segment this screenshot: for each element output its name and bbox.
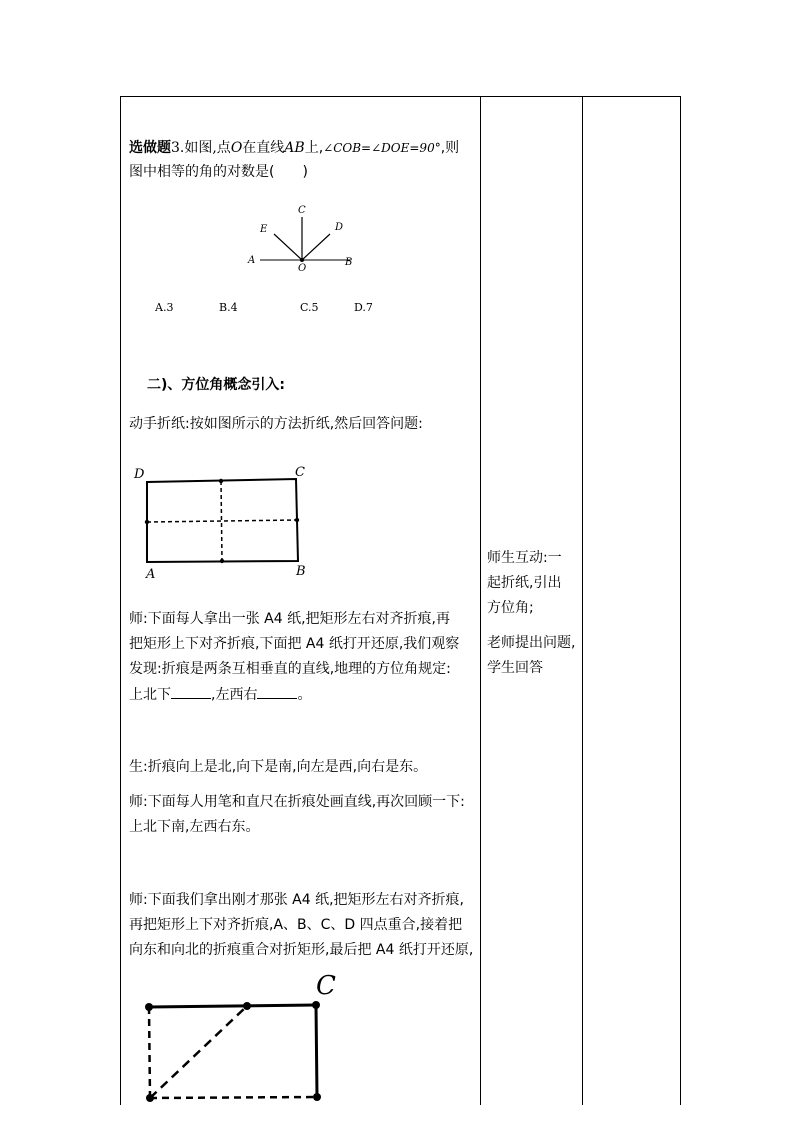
label-a: A xyxy=(248,255,256,266)
ray-od xyxy=(302,234,330,260)
option-c: C.5 xyxy=(300,301,319,314)
vertical-crease xyxy=(221,481,222,561)
teacher-1-line-3: 发现:折痕是两条互相垂直的直线,地理的方位角规定: xyxy=(129,661,451,677)
rect-label-b: B xyxy=(296,564,306,579)
teacher-1-line-2: 把矩形上下对齐折痕,下面把 A4 纸打开还原,我们观察 xyxy=(129,636,460,652)
bottom-crease xyxy=(150,1097,317,1098)
teaching-content-cell xyxy=(121,97,480,1105)
column-divider xyxy=(480,97,481,1105)
label-c: C xyxy=(298,205,306,216)
teacher-1-line-1: 师:下面每人拿出一张 A4 纸,把矩形左右对齐折痕,再 xyxy=(129,611,451,627)
question-3-line-2: 图中相等的角的对数是( ) xyxy=(129,164,308,180)
left-crease xyxy=(149,1007,150,1098)
folding-rectangle-figure xyxy=(121,457,480,587)
activity-line-4: 老师提出问题, xyxy=(487,635,576,651)
teacher-1-line-4: 上北下 ,左西右 。 xyxy=(129,687,312,703)
activity-line-2: 起折纸,引出 xyxy=(487,575,562,591)
lesson-table xyxy=(120,96,681,1105)
diagonal-fold-figure xyxy=(121,967,480,1105)
label-d: D xyxy=(335,222,344,233)
question-tag: 选做题 xyxy=(129,140,171,156)
fill-blank-1 xyxy=(171,685,211,699)
label-e: E xyxy=(260,224,268,235)
ray-oe xyxy=(274,234,302,260)
teacher-3-line-2: 再把矩形上下对齐折痕,A、B、C、D 四点重合,接着把 xyxy=(129,917,463,933)
label-o: O xyxy=(298,263,307,274)
column-divider xyxy=(582,97,583,1105)
folding-instruction: 动手折纸:按如图所示的方法折纸,然后回答问题: xyxy=(129,416,423,432)
fill-blank-2 xyxy=(257,685,297,699)
teacher-3-line-3: 向东和向北的折痕重合对折矩形,最后把 A4 纸打开还原, xyxy=(129,942,474,958)
teacher-3-line-1: 师:下面我们拿出刚才那张 A4 纸,把矩形左右对齐折痕, xyxy=(129,892,465,908)
option-b: B.4 xyxy=(219,301,238,314)
teacher-2-line-2: 上北下南,左西右东。 xyxy=(129,819,260,835)
top-edge xyxy=(149,1005,316,1007)
right-edge xyxy=(316,1005,317,1097)
rect-label-d: D xyxy=(134,467,145,482)
activity-line-5: 学生回答 xyxy=(487,660,543,676)
teacher-2-line-1: 师:下面每人用笔和直尺在折痕处画直线,再次回顾一下: xyxy=(129,794,465,810)
option-a: A.3 xyxy=(155,301,174,314)
option-d: D.7 xyxy=(354,301,373,314)
question-3-line-1: 选做题3.如图,点O在直线AB上,∠COB=∠DOE=90°,则 xyxy=(129,140,460,156)
point-o xyxy=(300,258,304,262)
angle-figure xyxy=(121,97,480,327)
angle-expression: ∠COB=∠DOE=90° xyxy=(323,141,441,155)
activity-line-3: 方位角; xyxy=(487,600,534,616)
fold-label-c: C xyxy=(316,971,336,1001)
activity-line-1: 师生互动:一 xyxy=(487,550,562,566)
rect-label-a: A xyxy=(146,567,156,582)
label-b: B xyxy=(345,257,353,268)
section-title: 二)、方位角概念引入: xyxy=(147,377,285,393)
horizontal-crease xyxy=(147,520,297,522)
rect-label-c: C xyxy=(295,465,305,480)
diagonal-crease xyxy=(150,1006,247,1098)
student-answer: 生:折痕向上是北,向下是南,向左是西,向右是东。 xyxy=(129,759,428,775)
